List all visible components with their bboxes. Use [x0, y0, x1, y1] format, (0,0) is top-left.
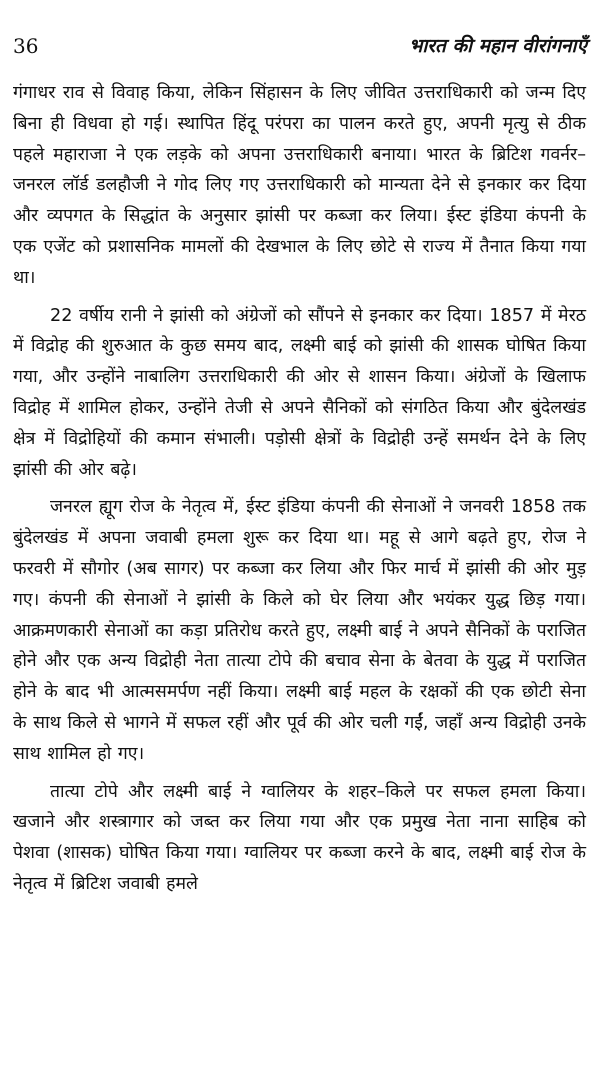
running-title: भारत की महान वीरांगनाएँ	[408, 34, 587, 57]
page-header	[13, 33, 587, 59]
page-body	[13, 78, 586, 900]
paragraph-4: तात्या टोपे और लक्ष्मी बाई ने ग्वालियर के शहर–किले पर सफल हमला किया। खजाने और शस्त्रागार को जब्त कर लिया गया और एक प्रमुख नेता नाना साहिब को पेशवा (शासक) घोषित किया गया। ग्वालियर पर कब्जा करने के बाद, लक्ष्मी बाई रोज के नेतृत्व में ब्रिटिश जवाबी हमले	[13, 781, 586, 894]
paragraph-3: जनरल ह्यूग रोज के नेतृत्व में, ईस्ट इंडिया कंपनी की सेनाओं ने जनवरी 1858 तक बुंदेलखंड में अपना जवाबी हमला शुरू कर दिया था। महू से आगे बढ़ते हुए, रोज ने फरवरी में सौगोर (अब सागर) पर कब्जा कर लिया और फिर मार्च में झांसी की ओर मुड़ गए। कंपनी की सेनाओं ने झांसी के किले को घेर लिया और भयंकर युद्ध छिड़ गया। आक्रमणकारी सेनाओं का कड़ा प्रतिरोध करते हुए, लक्ष्मी बाई ने अपने सैनिकों के पराजित होने और एक अन्य विद्रोही नेता तात्या टोपे की बचाव सेना के बेतवा के युद्ध में पराजित होने के बाद भी आत्मसमर्पण नहीं किया। लक्ष्मी बाई महल के रक्षकों की एक छोटी सेना के साथ किले से भागने में सफल रहीं और पूर्व की ओर चली गईं, जहाँ अन्य विद्रोही उनके साथ शामिल हो गए।	[13, 497, 586, 764]
paragraph-2: 22 वर्षीय रानी ने झांसी को अंग्रेजों को सौंपने से इनकार कर दिया। 1857 में मेरठ में विद्रोह की शुरुआत के कुछ समय बाद, लक्ष्मी बाई को झांसी की शासक घोषित किया गया, और उन्होंने नाबालिग उत्तराधिकारी की ओर से शासन किया। अंग्रेजों के खिलाफ विद्रोह में शामिल होकर, उन्होंने तेजी से अपने सैनिकों को संगठित किया और बुंदेलखंड क्षेत्र में विद्रोहियों की कमान संभाली। पड़ोसी क्षेत्रों के विद्रोही उन्हें समर्थन देने के लिए झांसी की ओर बढ़े।	[13, 305, 586, 480]
paragraph-1: गंगाधर राव से विवाह किया, लेकिन सिंहासन के लिए जीवित उत्तराधिकारी को जन्म दिए बिना ही विधवा हो गई। स्थापित हिंदू परंपरा का पालन करते हुए, अपनी मृत्यु से ठीक पहले महाराजा ने एक लड़के को अपना उत्तराधिकारी बनाया। भारत के ब्रिटिश गवर्नर–जनरल लॉर्ड डलहौजी ने गोद लिए गए उत्तराधिकारी को मान्यता देने से इनकार कर दिया और व्यपगत के सिद्धांत के अनुसार झांसी पर कब्जा कर लिया। ईस्ट इंडिया कंपनी के एक एजेंट को प्रशासनिक मामलों की देखभाल के लिए छोटे से राज्य में तैनात किया गया था।	[13, 83, 586, 288]
page-number: 36	[13, 34, 39, 58]
